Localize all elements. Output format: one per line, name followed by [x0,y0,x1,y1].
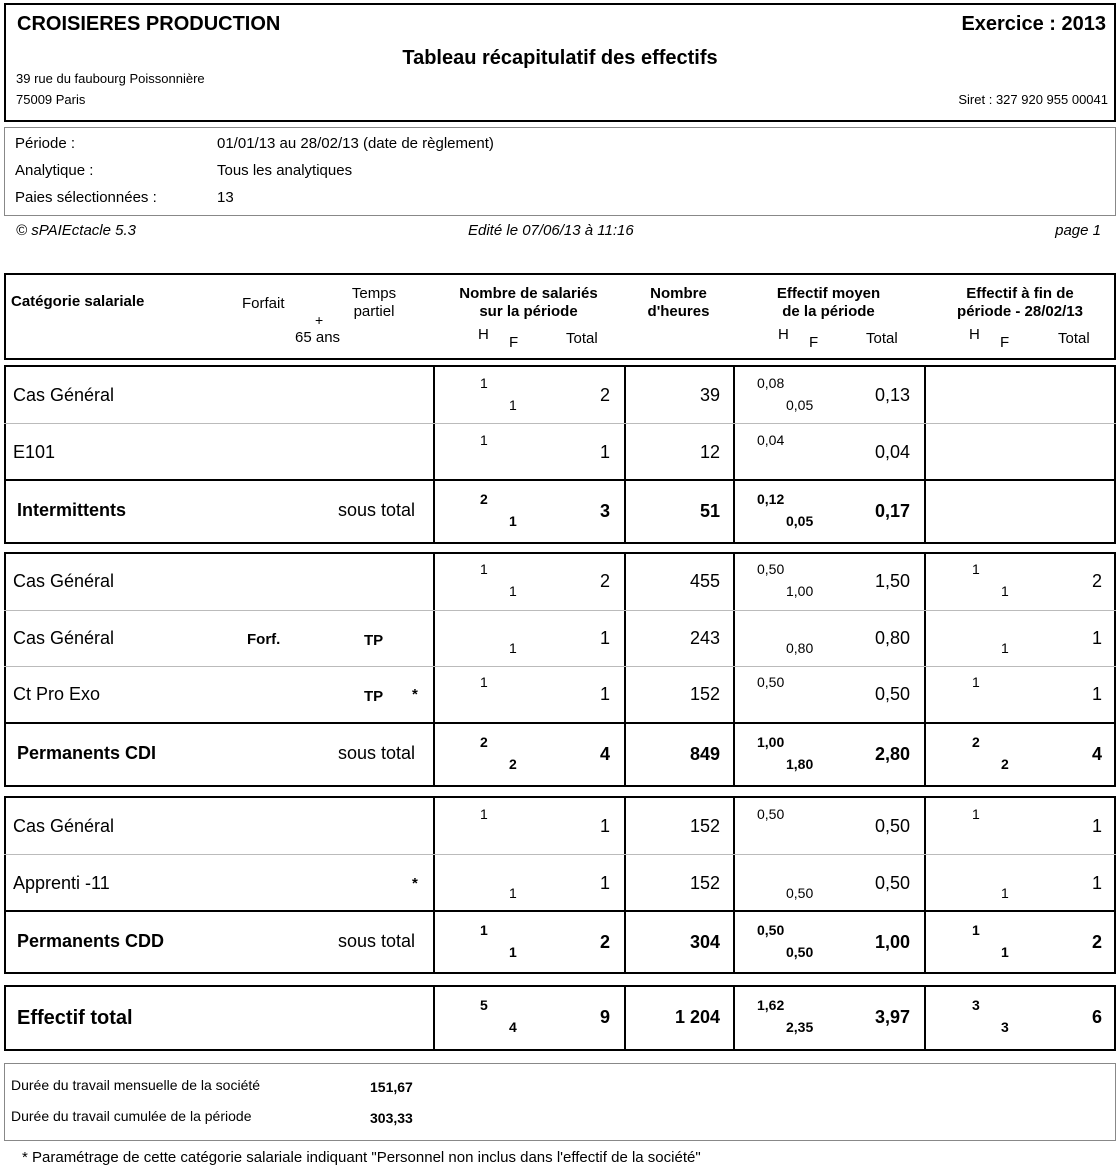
header-f: F [509,334,519,351]
avg-f-cell: 1,80 [786,755,814,772]
category-label: Ct Pro Exo [13,684,101,704]
end-f-cell: 3 [1001,1019,1009,1035]
count-h-cell: 2 [480,733,488,750]
count-h-cell: 1 [480,921,488,938]
avg-total-cell: 0,17 [874,500,910,521]
count-total-cell: 2 [599,571,610,591]
end-h-cell: 1 [972,805,980,822]
end-f-cell: 1 [1001,640,1009,656]
count-h-cell: 1 [480,805,488,822]
period-duration-label: Durée du travail cumulée de la période [11,1108,252,1124]
avg-total-cell: 1,50 [874,571,910,591]
column-divider [433,796,435,974]
period-duration-value: 303,33 [370,1110,413,1126]
hours-cell: 152 [689,815,720,836]
count-total-cell: 1 [599,815,610,836]
header-category: Catégorie salariale [11,293,145,310]
address-line-1: 39 rue du faubourg Poissonnière [16,71,205,86]
end-total-cell: 1 [1091,872,1102,893]
hours-cell: 12 [699,441,720,462]
subtotal-label: Intermittents [17,499,127,520]
hours-cell: 849 [689,743,720,764]
subtotal-divider [4,910,1116,912]
software-version: © sPAIEctacle 5.3 [16,222,136,239]
column-divider [733,796,735,974]
header-65-ans: 65 ans [295,329,341,346]
count-f-cell: 2 [509,755,517,772]
part-time-flag: TP [364,632,384,649]
subtotal-divider [4,479,1116,481]
column-divider [433,365,435,544]
monthly-duration-label: Durée du travail mensuelle de la société [11,1077,261,1093]
excluded-star: * [412,874,418,892]
column-divider [624,796,626,974]
end-f-cell: 2 [1001,755,1009,772]
count-h-cell: 1 [480,561,488,577]
avg-f-cell: 1,00 [786,583,814,599]
analytic-label: Analytique : [15,162,94,179]
end-total-cell: 6 [1091,1007,1102,1027]
avg-h-cell: 0,04 [757,431,785,448]
end-h-cell: 3 [972,997,980,1013]
category-label: Cas Général [13,815,115,836]
end-total-cell: 2 [1091,931,1102,952]
period-label: Période : [15,135,76,152]
work-duration-panel [4,1063,1116,1141]
avg-h-cell: 0,12 [757,490,785,507]
column-divider [433,985,435,1051]
count-f-cell: 4 [509,1019,517,1035]
avg-total-cell: 0,50 [874,815,910,836]
hours-cell: 455 [689,571,720,591]
header-end-2: période - 28/02/13 [957,303,1083,320]
end-f-cell: 1 [1001,884,1009,901]
header-f: F [1000,334,1010,351]
header-total: Total [566,330,598,347]
avg-h-cell: 0,50 [757,805,785,822]
count-f-cell: 1 [509,583,517,599]
header-plus: + [315,312,324,328]
header-end-1: Effectif à fin de [966,285,1074,302]
end-total-cell: 4 [1091,743,1102,764]
avg-h-cell: 0,50 [757,921,785,938]
avg-f-cell: 0,05 [786,512,814,529]
end-total-cell: 2 [1091,571,1102,591]
header-forfait: Forfait [242,295,285,312]
count-total-cell: 1 [599,628,610,648]
end-total-cell: 1 [1091,815,1102,836]
avg-total-cell: 0,04 [874,441,910,462]
category-label: Cas Général [13,628,115,648]
header-avg-1: Effectif moyen [776,285,881,302]
count-f-cell: 1 [509,396,517,413]
footnote: * Paramétrage de cette catégorie salariale indiquant "Personnel non inclus dans l'effectif de la société" [22,1149,701,1166]
count-total-cell: 1 [599,684,610,704]
count-total-cell: 1 [599,872,610,893]
hours-cell: 152 [689,872,720,893]
end-h-cell: 2 [972,733,980,750]
page-number: page 1 [1055,222,1101,239]
hours-cell: 51 [699,500,720,521]
end-h-cell: 1 [972,921,980,938]
forfait-flag: Forf. [247,631,281,648]
avg-f-cell: 0,50 [786,884,814,901]
hours-cell: 243 [689,628,720,648]
end-f-cell: 1 [1001,583,1009,599]
end-total-cell: 1 [1091,628,1102,648]
column-divider [924,365,926,544]
header-h: H [778,326,789,343]
header-count-2: sur la période [479,303,578,320]
subtotal-divider [4,722,1116,724]
end-f-cell: 1 [1001,943,1009,960]
count-h-cell: 1 [480,431,488,448]
payslips-value: 13 [217,189,234,206]
avg-total-cell: 3,97 [874,1007,910,1027]
end-total-cell: 1 [1091,684,1102,704]
report-title: Tableau récapitulatif des effectifs [402,47,718,69]
category-label: E101 [13,441,56,462]
payslips-label: Paies sélectionnées : [15,189,157,206]
count-f-cell: 1 [509,512,517,529]
count-total-cell: 3 [599,500,610,521]
column-divider [733,365,735,544]
row-divider [4,423,1116,424]
column-divider [924,985,926,1051]
avg-h-cell: 1,62 [757,997,785,1013]
avg-total-cell: 0,13 [874,384,910,405]
count-total-cell: 2 [599,384,610,405]
count-total-cell: 2 [599,931,610,952]
column-divider [924,552,926,787]
header-f: F [809,334,819,351]
header-h: H [969,326,980,343]
count-total-cell: 1 [599,441,610,462]
address-line-2: 75009 Paris [16,92,86,107]
header-avg-2: de la période [782,303,875,320]
avg-f-cell: 0,50 [786,943,814,960]
hours-cell: 1 204 [674,1007,720,1027]
monthly-duration-value: 151,67 [370,1079,413,1095]
subtotal-caption: sous total [338,742,416,763]
grand-total-label: Effectif total [17,1007,133,1029]
subtotal-caption: sous total [338,499,416,520]
count-total-cell: 4 [599,743,610,764]
header-total: Total [866,330,898,347]
avg-h-cell: 0,08 [757,374,785,391]
count-h-cell: 5 [480,997,488,1013]
column-divider [624,552,626,787]
header-h: H [478,326,489,343]
filters-panel [4,127,1116,216]
header-partiel: partiel [353,303,395,320]
hours-cell: 152 [689,684,720,704]
count-total-cell: 9 [599,1007,610,1027]
avg-total-cell: 0,50 [874,684,910,704]
siret: Siret : 327 920 955 00041 [958,92,1108,107]
avg-f-cell: 0,80 [786,640,814,656]
column-divider [624,365,626,544]
part-time-flag: TP [364,688,384,705]
avg-h-cell: 1,00 [757,733,785,750]
count-h-cell: 1 [480,374,488,391]
avg-h-cell: 0,50 [757,674,785,690]
category-label: Cas Général [13,571,115,591]
report-header [4,3,1116,122]
count-f-cell: 1 [509,884,517,901]
count-f-cell: 1 [509,943,517,960]
header-hours-2: d'heures [647,303,710,320]
avg-total-cell: 2,80 [874,743,910,764]
avg-f-cell: 2,35 [786,1019,814,1035]
avg-f-cell: 0,05 [786,396,814,413]
company-name: CROISIERES PRODUCTION [17,13,281,35]
end-h-cell: 1 [972,674,980,690]
avg-total-cell: 1,00 [874,931,910,952]
header-count-1: Nombre de salariés [459,285,598,302]
end-h-cell: 1 [972,561,980,577]
subtotal-label: Permanents CDD [17,930,165,951]
category-label: Cas Général [13,384,115,405]
header-total: Total [1058,330,1090,347]
avg-total-cell: 0,80 [874,628,910,648]
analytic-value: Tous les analytiques [217,162,353,179]
edit-date: Edité le 07/06/13 à 11:16 [468,222,634,239]
period-value: 01/01/13 au 28/02/13 (date de règlement) [217,135,494,152]
column-divider [733,985,735,1051]
exercise-year: Exercice : 2013 [961,13,1106,35]
avg-h-cell: 0,50 [757,561,785,577]
subtotal-caption: sous total [338,930,416,951]
column-divider [624,985,626,1051]
hours-cell: 39 [699,384,720,405]
avg-total-cell: 0,50 [874,872,910,893]
row-divider [4,610,1116,611]
count-h-cell: 1 [480,674,488,690]
column-divider [924,796,926,974]
subtotal-label: Permanents CDI [17,742,157,763]
category-label: Apprenti -11 [13,872,110,893]
header-hours-1: Nombre [650,285,707,302]
count-f-cell: 1 [509,640,517,656]
count-h-cell: 2 [480,490,488,507]
column-divider [733,552,735,787]
header-temps: Temps [351,285,397,302]
row-divider [4,854,1116,855]
excluded-star: * [412,686,418,703]
column-divider [433,552,435,787]
row-divider [4,666,1116,667]
hours-cell: 304 [689,931,720,952]
